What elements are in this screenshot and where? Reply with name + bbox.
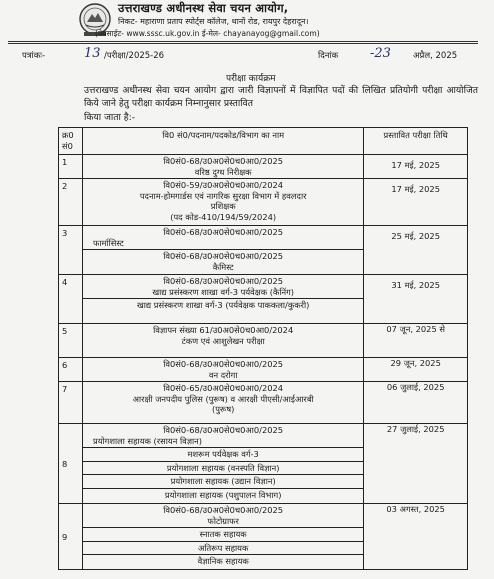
post-text: विज्ञापन संख्या 61/उ0अ0से0च0आ0/2024 [153, 325, 294, 335]
post-text: वन दरोगा [208, 369, 238, 380]
exam-date-cell: 03 अगस्त, 2025 [364, 504, 468, 570]
post-text: मशरूम पर्यवेक्षक वर्ग-3 [187, 449, 259, 459]
letter-number: 13 [84, 46, 101, 61]
table-row [59, 358, 468, 382]
post-text: फोटोग्राफर [207, 515, 239, 526]
post-text: फार्मासिस्ट [92, 237, 124, 248]
table-row [59, 504, 468, 570]
intro-paragraph-end: किया जाता है:- [84, 112, 136, 123]
serial-number-cell: 9 [59, 504, 83, 570]
post-text: वि0सं0-68/उ0अ0से0च0आ0/2025 [163, 156, 284, 166]
post-text: प्रयोगशाला सहायक (रसायन विज्ञान) [92, 435, 203, 446]
table-row [59, 226, 468, 275]
post-entry [83, 155, 363, 178]
post-text: खाद्य प्रसंस्करण शाखा वर्ग-3 (पर्यवेक्षक पाककला/कुकरी) [137, 300, 310, 310]
table-row [59, 179, 468, 226]
reference-line [0, 46, 494, 64]
post-details-cell [82, 504, 363, 570]
organization-name: उत्तराखण्ड अधीनस्थ सेवा चयन आयोग, [118, 1, 289, 15]
post-entry [83, 447, 363, 461]
post-text: आरक्षी जनपदीय पुलिस (पुरूष) व आरक्षी पीएसी/आईआरबी [132, 393, 314, 404]
header-divider-secondary [8, 43, 478, 44]
post-text: खाद्य प्रसंस्करण शाखा वर्ग-3 पर्यवेक्षक (कैनिंग) [152, 286, 295, 297]
post-entry [83, 527, 363, 541]
post-text: वरिष्ठ दुग्ध निरीक्षक [194, 166, 252, 177]
exam-date-cell: 31 मई, 2025 [364, 275, 468, 324]
post-entry [83, 275, 363, 298]
post-text: वि0सं0-68/उ0अ0से0च0आ0/2025 [163, 276, 284, 286]
exam-date-cell: 06 जुलाई, 2025 [364, 382, 468, 424]
serial-number-cell: 5 [59, 324, 83, 358]
serial-number-cell: 2 [59, 179, 83, 226]
exam-date-cell: 27 जुलाई, 2025 [364, 424, 468, 504]
post-text: (पद कोड-410/194/59/2024) [170, 211, 277, 222]
post-text: टंकण एवं आशुलेखन परीक्षा [181, 335, 265, 346]
intro-paragraph: उत्तराखण्ड अधीनस्थ सेवा चयन आयोग द्वारा जारी विज्ञापनों में विज्ञापित पदों की लिखित प्रतियोगी परीक्षा आयोजित किये जाने हेतु परीक्षा कार्यक्रम निम्नानुसार प्रस्तावित [84, 85, 478, 109]
post-text: वि0सं0-68/उ0अ0से0च0आ0/2025 [163, 227, 284, 237]
exam-date-cell: 25 मई, 2025 [364, 226, 468, 275]
post-entry [83, 461, 363, 475]
post-details-cell [82, 424, 363, 504]
post-text: प्रयोगशाला सहायक (उद्यान विज्ञान) [170, 476, 276, 486]
header-proposed-date: प्रस्तावित परीक्षा तिथि [364, 128, 468, 155]
serial-number-cell: 7 [59, 382, 83, 424]
date-label: दिनांक [318, 51, 339, 61]
post-entry [83, 179, 363, 223]
letterhead [0, 0, 494, 42]
table-row [59, 324, 468, 358]
exam-date-cell: 17 मई, 2025 [364, 155, 468, 179]
document-title: परीक्षा कार्यक्रम [226, 74, 276, 84]
post-text: अतिरूप सहायक [197, 542, 249, 553]
exam-date-cell: 07 जून, 2025 से [364, 324, 468, 358]
serial-number-cell: 4 [59, 275, 83, 324]
post-entry [83, 504, 363, 527]
post-details-cell [82, 324, 363, 358]
post-text: पदनाम-होमगार्डस एवं नागरिक सुरक्षा विभाग में हवलदार [139, 190, 307, 201]
exam-schedule-table [58, 127, 468, 570]
post-text: कैमिस्ट [212, 261, 234, 272]
table-row [59, 382, 468, 424]
post-text: वि0सं0-65/उ0अ0से0च0आ0/2024 [163, 383, 284, 393]
table-header-row [59, 128, 468, 155]
post-entry [83, 488, 363, 502]
post-entry [83, 424, 363, 447]
post-entry [83, 382, 363, 416]
post-details-cell [82, 179, 363, 226]
organization-contact: (वेबसाईट- www.sssc.uk.gov.in ई-मेल- chayanayog@gmail.com) [95, 29, 320, 38]
header-divider [8, 41, 478, 42]
post-text: वैज्ञानिक सहायक [197, 556, 249, 566]
serial-number-cell: 6 [59, 358, 83, 382]
post-details-cell [82, 358, 363, 382]
letter-number-label: पत्रांकः- [22, 51, 46, 61]
exam-date-cell: 17 मई, 2025 [364, 179, 468, 226]
serial-number-cell: 3 [59, 226, 83, 275]
post-text: वि0सं0-68/उ0अ0से0च0आ0/2025 [163, 359, 284, 369]
post-text: वि0सं0-68/उ0अ0से0च0आ0/2025 [163, 505, 284, 515]
post-text: प्रशिक्षक [210, 201, 236, 211]
post-text: स्नातक सहायक [199, 529, 247, 539]
post-text: वि0सं0-68/उ0अ0से0च0आ0/2025 [163, 251, 284, 261]
post-entry [83, 358, 363, 381]
post-entry [83, 324, 363, 347]
post-text: वि0सं0-68/उ0अ0से0च0आ0/2025 [163, 425, 284, 435]
post-text: प्रयोगशाला सहायक (वनस्पति विज्ञान) [166, 462, 280, 473]
exam-date-cell: 29 जून, 2025 [364, 358, 468, 382]
post-entry [83, 554, 363, 568]
post-text: वि0सं0-59/उ0अ0से0च0आ0/2024 [163, 180, 284, 190]
post-details-cell [82, 226, 363, 275]
post-entry [83, 298, 363, 312]
serial-number-cell: 8 [59, 424, 83, 504]
serial-number-cell: 1 [59, 155, 83, 179]
header-post-details: वि0 सं0/पदनाम/पदकोड/विभाग का नाम [82, 128, 363, 155]
post-details-cell [82, 275, 363, 324]
date-month-year: अप्रैल, 2025 [413, 51, 458, 61]
table-row [59, 155, 468, 179]
table-row [59, 424, 468, 504]
organization-address: निकट- महाराणा प्रताप स्पोर्ट्स कॉलेज, थानों रोड, रायपुर देहरादून। [118, 17, 309, 26]
post-entry [83, 474, 363, 488]
post-details-cell [82, 382, 363, 424]
header-serial-number: क्र0 सं0 [59, 128, 83, 155]
post-text: प्रयोगशाला सहायक (पशुपालन विभाग) [164, 489, 282, 500]
post-entry [83, 541, 363, 555]
post-details-cell [82, 155, 363, 179]
table-row [59, 275, 468, 324]
date-day: -23 [370, 46, 391, 61]
post-entry [83, 226, 363, 249]
post-entry [83, 249, 363, 273]
letter-number-suffix: /परीक्षा/2025-26 [104, 51, 165, 61]
post-text: (पुरूष) [211, 404, 235, 414]
